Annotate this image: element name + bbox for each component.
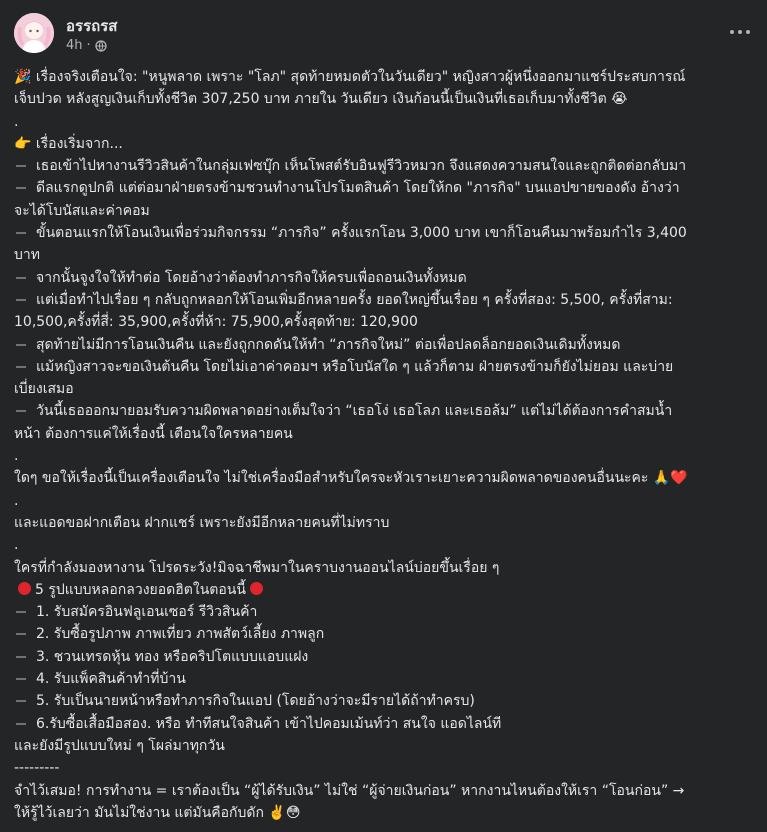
- dash-bullet-icon: [16, 656, 26, 658]
- post-header: [0, 0, 767, 62]
- post-time[interactable]: 4h: [66, 38, 83, 53]
- text-line: 10,500,ครั้งที่สี่: 35,900,ครั้งที่ห้า: 75,900,ครั้งสุดท้าย: 120,900: [14, 314, 418, 331]
- numbered-item: 6.รับซื้อเสื้อมือสอง. หรือ ทำทีสนใจสินค้า เข้าไปคอมเม้นท์ว่า สนใจ แอดไลน์ที: [14, 713, 758, 735]
- bullet-item: สุดท้ายไม่มีการโอนเงินคืน และยังถูกกดดันให้ทำ “ภารกิจใหม่” ต่อเพื่อปลดล็อกยอดเงินเดิมทั้งหมด: [14, 334, 758, 356]
- post-meta: 4h ·: [66, 38, 107, 53]
- text-line: และแอดขอฝากเตือน ฝากแชร์ เพราะยังมีอีกหลายคนที่ไม่ทราบ: [14, 514, 390, 531]
- text-line: 👉 เรื่องเริ่มจาก...: [14, 135, 123, 152]
- text-line: และยังมีรูปแบบใหม่ ๆ โผล่มาทุกวัน: [14, 737, 225, 754]
- text-line: .: [14, 113, 19, 130]
- numbered-item: 4. รับแพ็คสินค้าทำที่บ้าน: [14, 668, 758, 690]
- text-line: จะได้โบนัสและค่าคอม: [14, 202, 150, 219]
- globe-icon[interactable]: [95, 40, 107, 52]
- text-line: .: [14, 492, 19, 509]
- text-line: บาท: [14, 247, 40, 264]
- post-body: [14, 66, 758, 824]
- text-line: เบี่ยงเสมอ: [14, 381, 74, 398]
- text-line: หน้า ต้องการแค่ให้เรื่องนี้ เตือนใจใครหลายคน: [14, 425, 293, 442]
- bullet-item: วันนี้เธอออกมายอมรับความผิดพลาดอย่างเต็มใจว่า “เธอโง่ เธอโลภ และเธอล้ม” แต่ไม่ได้ต้องการคำสมน้ำ: [14, 400, 758, 422]
- text-line: .: [14, 537, 19, 554]
- text-line: จำไว้เสมอ! การทำงาน = เราต้องเป็น “ผู้ได้รับเงิน” ไม่ใช่ “ผู้จ่ายเงินก่อน” หากงานไหนต้องให้เรา “โอนก่อน” →: [14, 782, 685, 799]
- dash-bullet-icon: [16, 165, 26, 167]
- red-circle-icon: [250, 582, 263, 595]
- dash-bullet-icon: [16, 410, 26, 412]
- text-line: .: [14, 448, 19, 465]
- dash-bullet-icon: [16, 723, 26, 725]
- dash-bullet-icon: [16, 611, 26, 613]
- text-line: ใดๆ ขอให้เรื่องนี้เป็นเครื่องเตือนใจ ไม่ใช่เครื่องมือสำหรับใครจะหัวเราะเยาะความผิดพลาดของคนอื่นนะคะ 🙏❤️: [14, 470, 688, 487]
- bullet-item: แต่เมื่อทำไปเรื่อย ๆ กลับถูกหลอกให้โอนเพิ่มอีกหลายครั้ง ยอดใหญ่ขึ้นเรื่อย ๆ ครั้งที่สอง: 5,500, ครั้งที่สาม:: [14, 289, 758, 311]
- dash-bullet-icon: [16, 232, 26, 234]
- red-circle-icon: [18, 582, 31, 595]
- bullet-item: จากนั้นจูงใจให้ทำต่อ โดยอ้างว่าต้องทำภารกิจให้ครบเพื่อถอนเงินทั้งหมด: [14, 267, 758, 289]
- numbered-item: 5. รับเป็นนายหน้าหรือทำภารกิจในแอป (โดยอ้างว่าจะมีรายได้ถ้าทำครบ): [14, 690, 758, 712]
- dash-bullet-icon: [16, 700, 26, 702]
- dash-bullet-icon: [16, 299, 26, 301]
- avatar[interactable]: [14, 13, 54, 53]
- text-line: 🎉 เรื่องจริงเตือนใจ: "หนูพลาด เพราะ "โลภ" สุดท้ายหมดตัวในวันเดียว" หญิงสาวผู้หนึ่งออกมาแชร์ประสบการณ์: [14, 69, 686, 85]
- numbered-item: 1. รับสมัครอินฟลูเอนเซอร์ รีวิวสินค้า: [14, 601, 758, 623]
- separator: ---------: [14, 760, 60, 777]
- numbered-item: 3. ชวนเทรดหุ้น ทอง หรือคริปโตแบบแอบแฝง: [14, 646, 758, 668]
- scam-list-heading: 5 รูปแบบหลอกลวงยอดฮิตในตอนนี้: [14, 579, 758, 601]
- dash-bullet-icon: [16, 678, 26, 680]
- avatar-image: [14, 13, 54, 53]
- dash-bullet-icon: [16, 633, 26, 635]
- dash-bullet-icon: [16, 277, 26, 279]
- author-name[interactable]: อรรถรส: [66, 17, 118, 35]
- text-line: ใครที่กำลังมองหางาน โปรดระวัง!มิจฉาชีพมาในคราบงานออนไลน์บ่อยขึ้นเรื่อย ๆ: [14, 559, 500, 576]
- dash-bullet-icon: [16, 344, 26, 346]
- more-options-icon[interactable]: [725, 20, 755, 44]
- bullet-item: ดีลแรกดูปกติ แต่ต่อมาฝ่ายตรงข้ามชวนทำงานโปรโมตสินค้า โดยให้กด "ภารกิจ" บนแอปขายของดัง อ้างว่า: [14, 177, 758, 199]
- bullet-item: ขั้นตอนแรกให้โอนเงินเพื่อร่วมกิจกรรม “ภารกิจ” ครั้งแรกโอน 3,000 บาท เขาก็โอนคืนมาพร้อมกำไร 3,400: [14, 222, 758, 244]
- numbered-item: 2. รับซื้อรูปภาพ ภาพเที่ยว ภาพสัตว์เลี้ยง ภาพลูก: [14, 623, 758, 645]
- dash-bullet-icon: [16, 187, 26, 189]
- dash-bullet-icon: [16, 366, 26, 368]
- text-line: ให้รู้ไว้เลยว่า มันไม่ใช่งาน แต่มันคือกับดัก ✌️😳: [14, 804, 301, 821]
- bullet-item: เธอเข้าไปหางานรีวิวสินค้าในกลุ่มเฟซบุ๊ก เห็นโพสต์รับอินฟูรีวิวหมวก จึงแสดงความสนใจและถูกติดต่อกลับมา: [14, 155, 758, 177]
- bullet-item: แม้หญิงสาวจะขอเงินต้นคืน โดยไม่เอาค่าคอมฯ หรือโบนัสใด ๆ แล้วก็ตาม ฝ่ายตรงข้ามก็ยังไม่ยอม และบ่าย: [14, 356, 758, 378]
- text-line: เจ็บปวด หลังสูญเงินเก็บทั้งชีวิต 307,250 บาท ภายใน วันเดียว เงินก้อนนี้เป็นเงินที่เธอเก็บมาทั้งชีวิต 😭: [14, 91, 628, 108]
